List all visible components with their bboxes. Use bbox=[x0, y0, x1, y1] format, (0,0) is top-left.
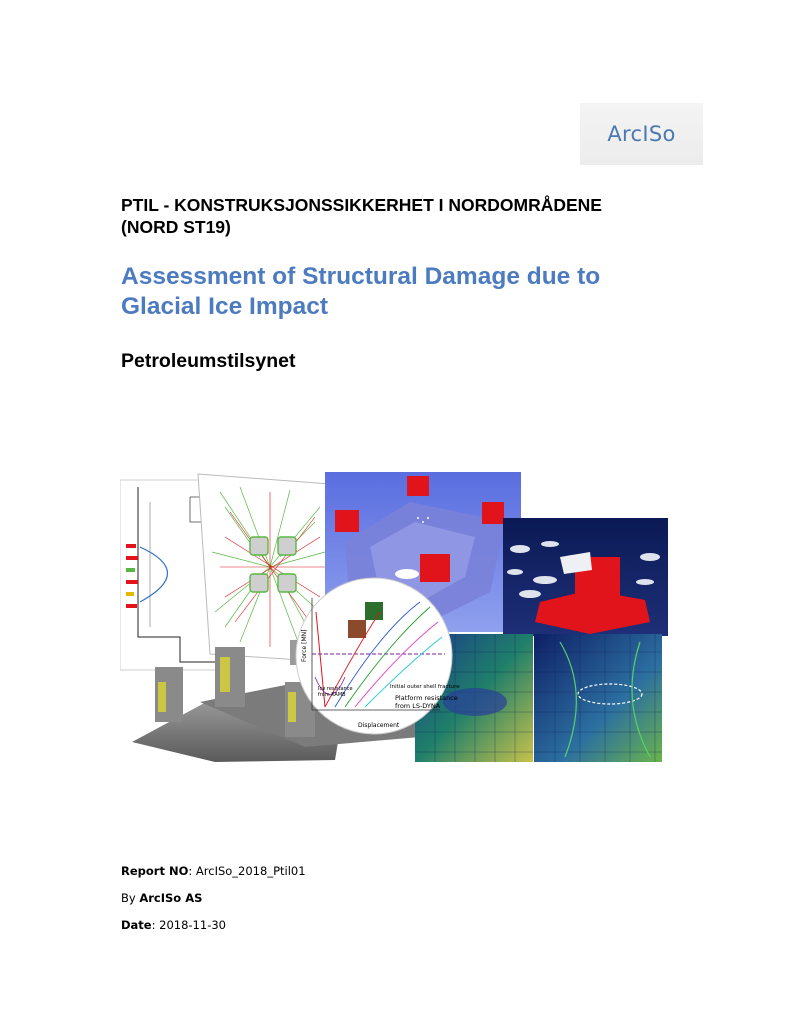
report-date-label: Date bbox=[121, 918, 152, 932]
report-date-value: 2018-11-30 bbox=[159, 918, 226, 932]
report-title-line-2: Glacial Ice Impact bbox=[121, 293, 328, 320]
project-title bbox=[121, 194, 681, 238]
panel-ice-floes bbox=[503, 518, 668, 636]
report-date bbox=[121, 918, 226, 932]
plot-platform-resistance-label-2: from LS-DYNA bbox=[395, 702, 441, 710]
report-number bbox=[121, 864, 306, 878]
report-number-separator: : bbox=[188, 864, 196, 878]
plot-ice-resistance-label-2: from KAMB bbox=[318, 692, 346, 698]
plot-ice-resistance-label-1: Ice resistance bbox=[318, 686, 353, 692]
plot-platform-resistance-label-1: Platform resistance bbox=[395, 694, 458, 702]
company-logo bbox=[580, 103, 703, 165]
report-number-value: ArcISo_2018_Ptil01 bbox=[195, 864, 306, 878]
report-title-line-1: Assessment of Structural Damage due to bbox=[121, 263, 601, 290]
report-title bbox=[121, 262, 701, 322]
author-line bbox=[121, 891, 202, 905]
project-title-line-1: PTIL - KONSTRUKSJONSSIKKERHET I NORDOMRÅDENE bbox=[121, 195, 602, 215]
author-prefix: By bbox=[121, 891, 140, 905]
plot-xaxis-label: Displacement bbox=[358, 722, 400, 729]
plot-yaxis-label: Force [MN] bbox=[301, 629, 308, 662]
cover-image-collage bbox=[120, 462, 668, 768]
logo-text: ArcISo bbox=[607, 122, 676, 146]
author-company: ArcISo AS bbox=[139, 891, 203, 905]
client-name: Petroleumstilsynet bbox=[121, 350, 296, 372]
report-number-label: Report NO bbox=[121, 864, 189, 878]
report-date-separator: : bbox=[151, 918, 160, 932]
plot-initial-fracture-label: Initial outer shell fracture bbox=[390, 684, 460, 690]
project-title-line-2: (NORD ST19) bbox=[121, 217, 231, 237]
